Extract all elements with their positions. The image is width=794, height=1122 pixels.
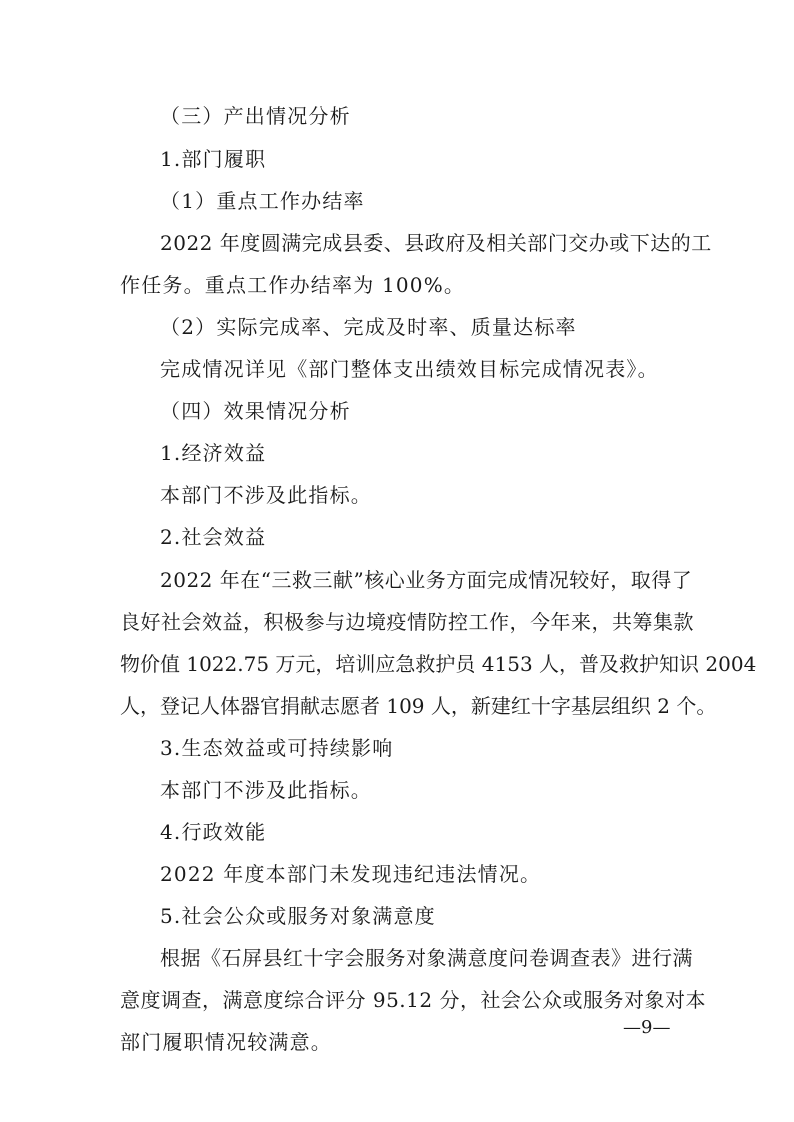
paragraph-line: 完成情况详见《部门整体支出绩效目标完成情况表》。 [160,357,659,381]
paragraph-line: 物价值 1022.75 万元，培训应急救护员 4153 人，普及救护知识 2004 [120,652,757,676]
subheading-ecological-benefit: 3.生态效益或可持续影响 [160,736,394,760]
section-heading-effect-analysis: （四）效果情况分析 [160,399,351,423]
paragraph-line: 本部门不涉及此指标。 [160,778,372,802]
subheading-satisfaction: 5.社会公众或服务对象满意度 [160,904,436,928]
subheading-administrative-efficiency: 4.行政效能 [160,820,267,844]
paragraph-line: 2022 年度本部门未发现违纪违法情况。 [160,862,542,886]
paragraph-line: 人，登记人体器官捐献志愿者 109 人，新建红十字基层组织 2 个。 [120,694,717,718]
paragraph-line: 良好社会效益，积极参与边境疫情防控工作，今年来，共筹集款 [120,610,694,634]
paragraph-line: 本部门不涉及此指标。 [160,483,372,507]
subheading-economic-benefit: 1.经济效益 [160,441,267,465]
paragraph-line: 部门履职情况较满意。 [120,1030,332,1054]
paragraph-line: 作任务。重点工作办结率为 100%。 [120,273,466,297]
subheading-social-benefit: 2.社会效益 [160,525,267,549]
paragraph-line: 根据《石屏县红十字会服务对象满意度问卷调查表》进行满 [160,946,693,970]
paragraph-line: 2022 年在“三救三献”核心业务方面完成情况较好，取得了 [160,568,693,592]
paragraph-line: 2022 年度圆满完成县委、县政府及相关部门交办或下达的工 [160,231,712,255]
section-heading-output-analysis: （三）产出情况分析 [160,104,351,128]
subheading-key-work-completion: （1）重点工作办结率 [160,189,365,213]
subheading-completion-rates: （2）实际完成率、完成及时率、质量达标率 [160,315,577,339]
paragraph-line: 意度调查，满意度综合评分 95.12 分，社会公众或服务对象对本 [120,988,706,1012]
subheading-department-duties: 1.部门履职 [160,147,267,171]
page-number: —9— [623,1017,671,1038]
